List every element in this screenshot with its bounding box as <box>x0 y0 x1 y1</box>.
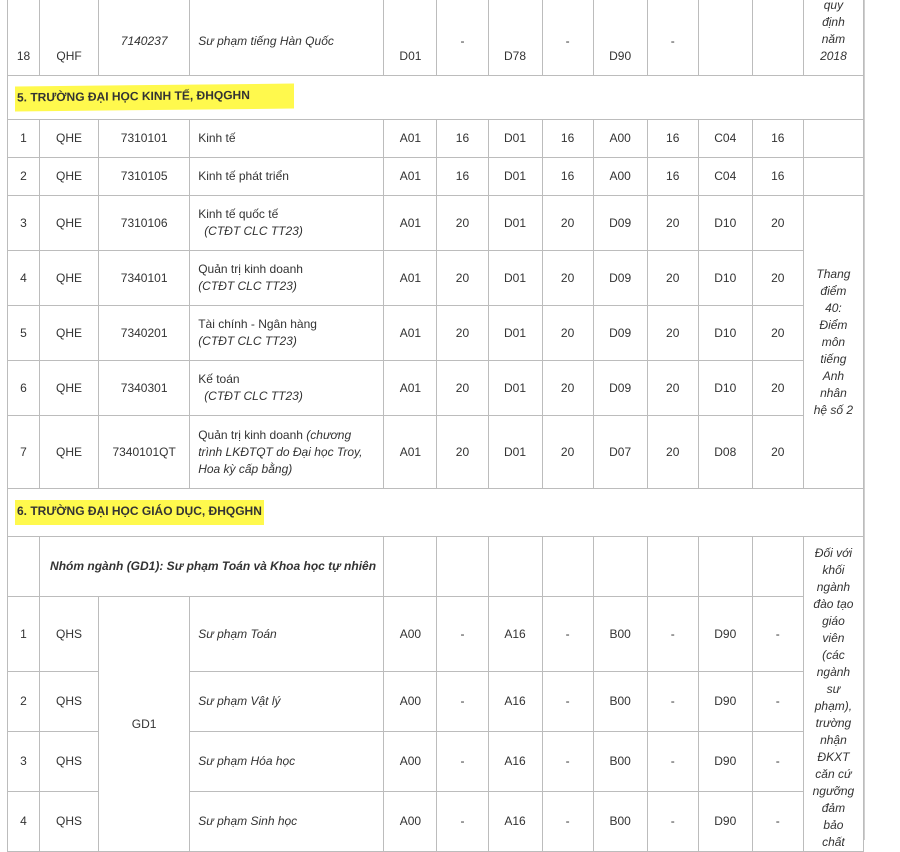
note-line: đào tạo <box>813 597 854 611</box>
row-number: 3 <box>8 732 40 792</box>
score-2: 20 <box>542 361 593 416</box>
note-line: nhận <box>820 733 847 747</box>
combo-4: C04 <box>698 158 752 196</box>
combo-1: A01 <box>384 120 437 158</box>
combo-3: D07 <box>593 416 647 489</box>
row-number: 2 <box>8 158 40 196</box>
score-4: - <box>752 732 803 792</box>
score-4: 20 <box>752 251 803 306</box>
combo-4: D10 <box>698 251 752 306</box>
page-edge-line <box>864 0 865 840</box>
note-line: Điểm <box>819 317 848 332</box>
empty-cell <box>437 537 488 597</box>
combo-4: D10 <box>698 306 752 361</box>
school-code: QHE <box>40 196 99 251</box>
empty-cell <box>488 537 542 597</box>
note-line: (các <box>822 648 845 662</box>
combo-1: A00 <box>384 672 437 732</box>
combo-2: A16 <box>488 672 542 732</box>
score-3: 20 <box>647 361 698 416</box>
note-line: bảo <box>823 818 844 832</box>
score-3: 20 <box>647 251 698 306</box>
school-code: QHS <box>40 792 99 852</box>
school-code: QHE <box>40 158 99 196</box>
major-title: Quản trị kinh doanh <box>198 262 303 276</box>
table-row <box>8 597 864 672</box>
empty-cell <box>542 537 593 597</box>
note-line: trường <box>815 716 852 730</box>
major-code: 7340101 <box>99 251 190 306</box>
score-2: - <box>542 0 593 76</box>
combo-3: D90 <box>593 0 647 76</box>
note-line: Đối với <box>814 546 853 560</box>
major-name <box>190 361 384 416</box>
major-name <box>190 196 384 251</box>
note-cell <box>803 0 863 76</box>
row-number: 5 <box>8 306 40 361</box>
note-line: giáo <box>822 614 845 628</box>
score-2: 16 <box>542 158 593 196</box>
score-3: 16 <box>647 120 698 158</box>
note-line: căn cứ <box>815 767 852 781</box>
score-2: 20 <box>542 416 593 489</box>
score-4 <box>752 0 803 76</box>
row-number: 7 <box>8 416 40 489</box>
note-line: môn <box>821 334 846 349</box>
school-code: QHF <box>40 0 99 76</box>
table-row <box>8 196 864 251</box>
score-1: - <box>437 0 488 76</box>
note-cell-teacher-training <box>803 537 863 852</box>
score-3: - <box>647 597 698 672</box>
combo-3: B00 <box>593 732 647 792</box>
score-3: 20 <box>647 416 698 489</box>
school-code: QHE <box>40 251 99 306</box>
combo-4: D10 <box>698 196 752 251</box>
note-line: phạm), <box>814 699 853 713</box>
admission-score-table <box>7 0 864 852</box>
note-line: hệ số 2 <box>813 402 854 417</box>
combo-2: D01 <box>488 416 542 489</box>
combo-1: A00 <box>384 792 437 852</box>
score-1: - <box>437 672 488 732</box>
score-1: 20 <box>437 251 488 306</box>
score-4: 20 <box>752 416 803 489</box>
note-line: nhân <box>820 385 847 400</box>
score-4: 20 <box>752 196 803 251</box>
combo-4: D90 <box>698 597 752 672</box>
score-1: 20 <box>437 196 488 251</box>
score-1: 16 <box>437 158 488 196</box>
score-3: - <box>647 792 698 852</box>
major-name: Sư phạm tiếng Hàn Quốc <box>190 0 384 76</box>
note-line: Anh <box>822 368 845 383</box>
combo-3: D09 <box>593 196 647 251</box>
combo-1: A01 <box>384 196 437 251</box>
school-code: QHE <box>40 306 99 361</box>
score-3: - <box>647 732 698 792</box>
score-1: 20 <box>437 306 488 361</box>
table-row <box>8 361 864 416</box>
note-line: điểm <box>820 283 847 298</box>
combo-2: D01 <box>488 361 542 416</box>
school-code: QHS <box>40 672 99 732</box>
score-1: 16 <box>437 120 488 158</box>
combo-3: B00 <box>593 672 647 732</box>
score-2: 20 <box>542 251 593 306</box>
section-header-row <box>8 76 864 120</box>
empty-cell <box>698 537 752 597</box>
note-line: chất <box>822 835 845 849</box>
school-code: QHS <box>40 732 99 792</box>
empty-cell <box>752 537 803 597</box>
combo-4: D90 <box>698 792 752 852</box>
score-4: 16 <box>752 120 803 158</box>
major-title: Kế toán <box>198 372 240 386</box>
program-type: (CTĐT CLC TT23) <box>198 334 297 348</box>
section-title-highlight: 5. TRƯỜNG ĐẠI HỌC KINH TẾ, ĐHQGHN <box>15 84 294 112</box>
section-header <box>8 76 864 120</box>
row-number: 4 <box>8 251 40 306</box>
score-2: 20 <box>542 196 593 251</box>
major-name: Sư phạm Sinh học <box>190 792 384 852</box>
score-2: - <box>542 732 593 792</box>
group-label: Nhóm ngành (GD1): Sư phạm Toán và Khoa học tự nhiên <box>40 537 384 597</box>
combo-1: D01 <box>384 0 437 76</box>
major-code: 7340101QT <box>99 416 190 489</box>
empty-cell <box>647 537 698 597</box>
score-1: - <box>437 792 488 852</box>
note-line: sư <box>826 682 841 696</box>
table-row <box>8 0 864 76</box>
major-code: 7310101 <box>99 120 190 158</box>
combo-2: D01 <box>488 251 542 306</box>
combo-2: D01 <box>488 306 542 361</box>
note-line: Thang <box>816 266 851 281</box>
score-4: 16 <box>752 158 803 196</box>
score-3: 20 <box>647 306 698 361</box>
group-code: GD1 <box>99 597 190 852</box>
note-line: ĐKXT <box>817 750 850 764</box>
row-number: 18 <box>8 0 40 76</box>
note-line: năm <box>821 32 846 46</box>
table-row <box>8 120 864 158</box>
note-line: viên <box>822 631 845 645</box>
score-4: 20 <box>752 306 803 361</box>
table-row <box>8 416 864 489</box>
combo-1: A00 <box>384 597 437 672</box>
score-4: - <box>752 792 803 852</box>
score-1: 20 <box>437 416 488 489</box>
program-type: (CTĐT CLC TT23) <box>204 224 303 238</box>
combo-3: A00 <box>593 158 647 196</box>
empty-cell <box>8 537 40 597</box>
combo-3: B00 <box>593 597 647 672</box>
score-2: - <box>542 672 593 732</box>
combo-4: D90 <box>698 732 752 792</box>
major-title: Tài chính - Ngân hàng <box>198 317 317 331</box>
combo-1: A01 <box>384 361 437 416</box>
score-2: 16 <box>542 120 593 158</box>
combo-1: A01 <box>384 416 437 489</box>
score-4: 20 <box>752 361 803 416</box>
note-line: tiếng <box>820 351 847 366</box>
program-type: (chương trình LKĐTQT do Đại học Troy, Hoa kỳ cấp bằng) <box>198 427 363 476</box>
major-title: Kinh tế quốc tế <box>198 207 279 221</box>
score-4: - <box>752 597 803 672</box>
major-code: 7310105 <box>99 158 190 196</box>
combo-2: D01 <box>488 120 542 158</box>
major-name: Sư phạm Vật lý <box>190 672 384 732</box>
score-4: - <box>752 672 803 732</box>
combo-2: D01 <box>488 196 542 251</box>
section-header <box>8 489 864 537</box>
note-line: ngành <box>816 665 851 679</box>
table-row <box>8 306 864 361</box>
section-title-highlight: 6. TRƯỜNG ĐẠI HỌC GIÁO DỤC, ĐHQGHN <box>15 500 264 525</box>
major-code: 7310106 <box>99 196 190 251</box>
note-cell <box>803 120 863 158</box>
major-name: Kinh tế phát triển <box>190 158 384 196</box>
combo-2: A16 <box>488 792 542 852</box>
combo-4: D08 <box>698 416 752 489</box>
combo-1: A00 <box>384 732 437 792</box>
combo-1: A01 <box>384 251 437 306</box>
major-name: Kinh tế <box>190 120 384 158</box>
combo-3: D09 <box>593 251 647 306</box>
score-1: - <box>437 597 488 672</box>
combo-4 <box>698 0 752 76</box>
note-line: 2018 <box>820 49 847 63</box>
group-row <box>8 537 864 597</box>
row-number: 6 <box>8 361 40 416</box>
score-1: 20 <box>437 361 488 416</box>
combo-4: C04 <box>698 120 752 158</box>
program-type: (CTĐT CLC TT23) <box>198 279 297 293</box>
empty-cell <box>384 537 437 597</box>
combo-1: A01 <box>384 158 437 196</box>
school-code: QHS <box>40 597 99 672</box>
combo-4: D10 <box>698 361 752 416</box>
admission-table-wrapper <box>7 0 864 852</box>
note-cell <box>803 158 863 196</box>
school-code: QHE <box>40 120 99 158</box>
program-type: (CTĐT CLC TT23) <box>204 389 303 403</box>
note-line: khối <box>822 563 845 577</box>
major-title: Quản trị kinh doanh <box>198 427 303 442</box>
combo-3: A00 <box>593 120 647 158</box>
combo-3: B00 <box>593 792 647 852</box>
score-3: - <box>647 672 698 732</box>
empty-cell <box>593 537 647 597</box>
major-code: 7340201 <box>99 306 190 361</box>
score-2: 20 <box>542 306 593 361</box>
note-cell-scale <box>803 196 863 489</box>
major-code: 7340301 <box>99 361 190 416</box>
note-line: ngành <box>816 580 851 594</box>
row-number: 4 <box>8 792 40 852</box>
score-3: 16 <box>647 158 698 196</box>
note-line: ngưỡng <box>812 784 855 798</box>
note-line: định <box>822 15 845 29</box>
major-name <box>190 306 384 361</box>
combo-2: D78 <box>488 0 542 76</box>
score-1: - <box>437 732 488 792</box>
combo-3: D09 <box>593 306 647 361</box>
major-name: Sư phạm Toán <box>190 597 384 672</box>
combo-1: A01 <box>384 306 437 361</box>
combo-2: A16 <box>488 597 542 672</box>
major-code: 7140237 <box>99 0 190 76</box>
score-2: - <box>542 792 593 852</box>
school-code: QHE <box>40 416 99 489</box>
row-number: 1 <box>8 120 40 158</box>
score-2: - <box>542 597 593 672</box>
row-number: 2 <box>8 672 40 732</box>
table-row <box>8 251 864 306</box>
note-line: đảm <box>821 801 846 815</box>
row-number: 3 <box>8 196 40 251</box>
school-code: QHE <box>40 361 99 416</box>
combo-4: D90 <box>698 672 752 732</box>
row-number: 1 <box>8 597 40 672</box>
note-line: 40: <box>825 300 842 315</box>
score-3: - <box>647 0 698 76</box>
combo-2: D01 <box>488 158 542 196</box>
score-3: 20 <box>647 196 698 251</box>
major-name <box>190 251 384 306</box>
note-line: quy <box>823 0 844 12</box>
major-name <box>190 416 384 489</box>
major-name: Sư phạm Hóa học <box>190 732 384 792</box>
section-header-row <box>8 489 864 537</box>
table-row <box>8 158 864 196</box>
combo-2: A16 <box>488 732 542 792</box>
combo-3: D09 <box>593 361 647 416</box>
